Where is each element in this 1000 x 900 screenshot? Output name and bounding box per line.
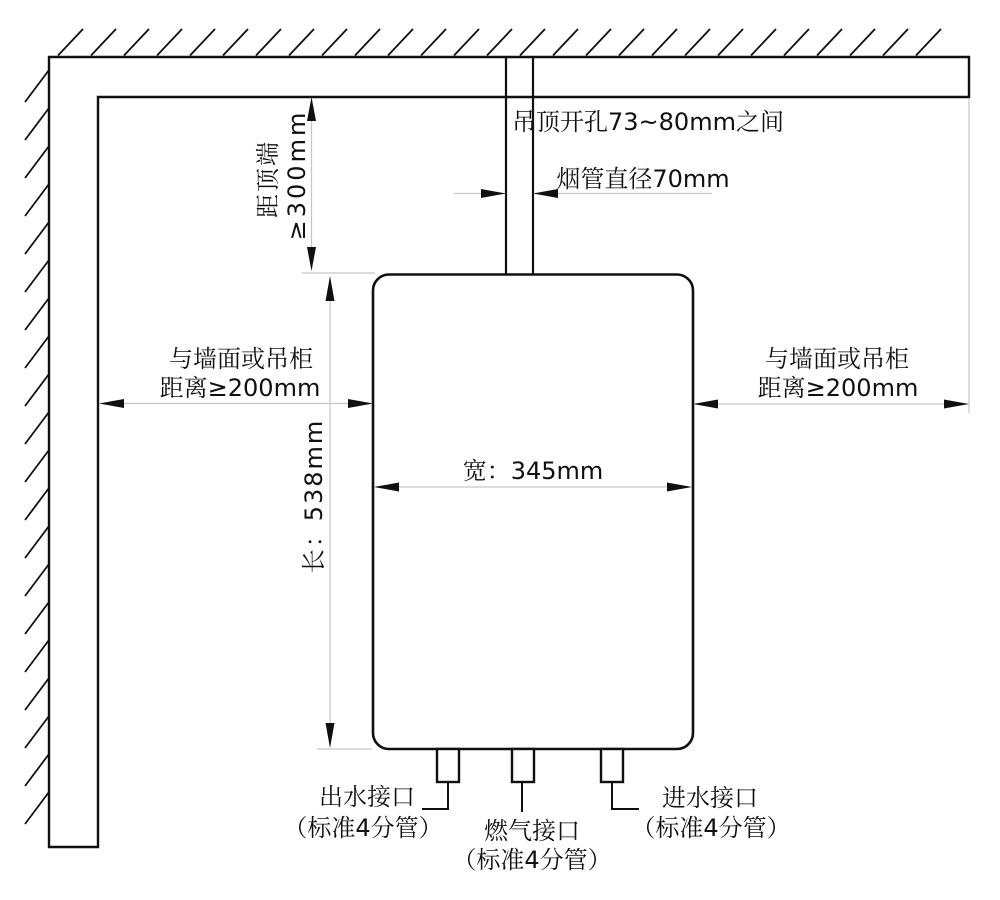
arrow-left-icon <box>693 400 718 409</box>
arrow-down-icon <box>307 247 316 271</box>
water-inlet-leader <box>612 782 639 809</box>
hatch-line <box>916 29 941 56</box>
hatch-line <box>883 29 908 56</box>
water-outlet-label-line1: 出水接口 <box>319 783 415 811</box>
hatch-line <box>751 29 776 56</box>
water-heater-body <box>373 275 693 750</box>
hatch-line <box>652 29 677 56</box>
arrow-left-icon <box>99 399 124 408</box>
hatch-line <box>25 640 49 672</box>
hatch-line <box>25 716 49 748</box>
dim-top-clearance <box>254 97 375 273</box>
hatch-line <box>256 29 281 56</box>
hatch-line <box>25 792 49 824</box>
hatch-line <box>487 29 512 56</box>
hatch-line <box>25 602 49 634</box>
hatch-line <box>817 29 842 56</box>
hatch-line <box>355 29 380 56</box>
hatch-line <box>124 29 149 56</box>
hatch-line <box>25 184 49 216</box>
hatch-line <box>322 29 347 56</box>
hatch-line <box>25 108 49 140</box>
hatch-line <box>25 70 49 102</box>
top-clearance-label: 距顶端 <box>254 140 282 218</box>
hatch-line <box>25 412 49 444</box>
hatch-line <box>388 29 413 56</box>
arrow-right-icon <box>481 189 506 198</box>
right-clearance-label-line1: 与墙面或吊柜 <box>765 345 909 373</box>
ceiling-opening-label: 吊顶开孔73~80mm之间 <box>512 108 784 136</box>
hatch-line <box>718 29 743 56</box>
hatch-line <box>685 29 710 56</box>
water-inlet-label-line1: 进水接口 <box>662 784 758 812</box>
hatch-line <box>520 29 545 56</box>
water-outlet-stub <box>437 749 459 782</box>
hatch-line <box>223 29 248 56</box>
ceiling-hatch <box>58 29 941 56</box>
gas-inlet-label-line1: 燃气接口 <box>484 817 580 845</box>
hatch-line <box>91 29 116 56</box>
wall-hatch <box>25 70 49 824</box>
arrow-right-icon <box>944 400 969 409</box>
body-height-label: 长：538mm <box>300 418 328 574</box>
hatch-line <box>850 29 875 56</box>
gas-inlet-label-line2: （标准4分管） <box>452 846 612 874</box>
right-clearance-label-line2: 距离≥200mm <box>757 374 919 402</box>
hatch-line <box>25 260 49 292</box>
hatch-line <box>25 222 49 254</box>
hatch-line <box>25 374 49 406</box>
water-outlet-leader <box>422 782 448 809</box>
dim-right-clearance <box>693 99 969 413</box>
hatch-line <box>421 29 446 56</box>
hatch-line <box>25 298 49 330</box>
hatch-line <box>190 29 215 56</box>
hatch-line <box>289 29 314 56</box>
top-clearance-value: ≥300mm <box>283 109 311 241</box>
water-outlet-label-line2: （标准4分管） <box>283 814 443 842</box>
hatch-line <box>25 564 49 596</box>
gas-inlet-label <box>452 817 611 874</box>
water-inlet-label <box>631 784 790 842</box>
gas-inlet-stub <box>512 749 534 782</box>
water-inlet-stub <box>601 749 623 782</box>
arrow-right-icon <box>348 399 373 408</box>
hatch-line <box>784 29 809 56</box>
arrow-up-icon <box>326 276 335 301</box>
water-inlet-label-line2: （标准4分管） <box>631 814 791 842</box>
hatch-line <box>25 450 49 482</box>
dim-left-clearance <box>99 345 373 408</box>
water-outlet-label <box>283 783 442 842</box>
dim-flue-diameter <box>454 165 730 198</box>
hatch-line <box>454 29 479 56</box>
arrow-left-icon <box>533 189 558 198</box>
hatch-line <box>25 754 49 786</box>
hatch-line <box>58 29 83 56</box>
hatch-line <box>25 488 49 520</box>
hatch-line <box>619 29 644 56</box>
hatch-line <box>25 526 49 558</box>
left-clearance-label-line2: 距离≥200mm <box>159 374 321 402</box>
hatch-line <box>157 29 182 56</box>
hatch-line <box>25 336 49 368</box>
body-width-label: 宽：345mm <box>462 457 604 485</box>
hatch-line <box>25 678 49 710</box>
arrow-down-icon <box>326 723 335 748</box>
hatch-line <box>25 146 49 178</box>
left-clearance-label-line1: 与墙面或吊柜 <box>169 345 313 373</box>
hatch-line <box>586 29 611 56</box>
hatch-line <box>553 29 578 56</box>
flue-diameter-label: 烟管直径70mm <box>556 165 730 193</box>
